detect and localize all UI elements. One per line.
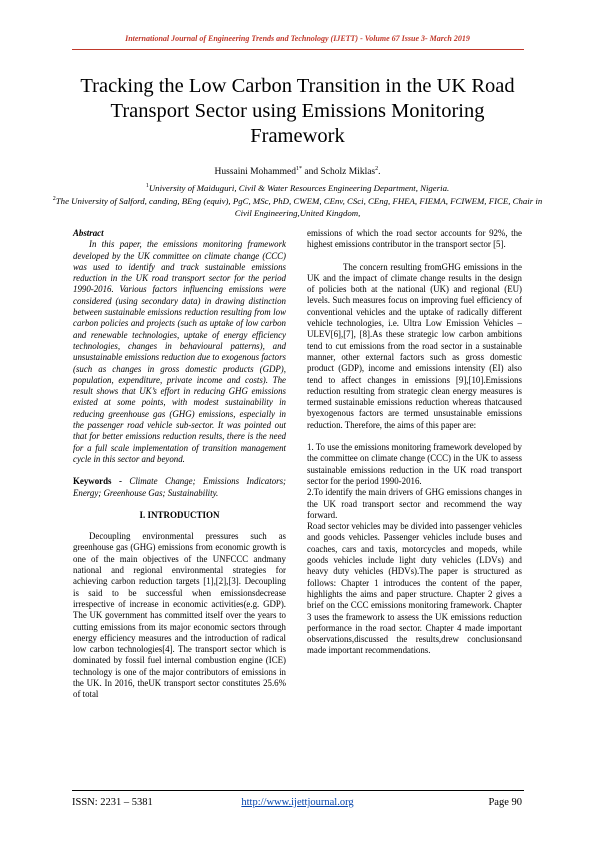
right-column (307, 228, 522, 657)
abstract-heading: Abstract (73, 228, 104, 238)
abstract-body: In this paper, the emissions monitoring framework developed by the UK committee on climate change (CCC) was used to identify and track sustainable emissions reduction in the UK road transport sector for the period 1990-2016. Various factors influencing emissions were considered (using secondary data) in drawing distinction between sustainable emissions reduction resulting from low carbon policies and projects (such as uptake of low carbon and renewable technologies, uptake of energy efficiency technologies, changes in behavioural patterns), and unsustainable emissions reduction due to exogenous factors (such as changes in gross domestic products (GDP), population, expenditure, private income and costs). The result shows that UK’s effort in reducing GHG emissions existed at some points, with modest sustainability in reducing greenhouse gas (GHG) emissions, especially in the passenger road vehicle sub-sector. It was pointed out that for better emissions reduction results, there is the need for a full scale implementation of transition management cycle in this sector and beyond. (73, 239, 286, 464)
section-heading-introduction: I. INTRODUCTION (139, 509, 220, 520)
footer-page-number: Page 90 (488, 797, 522, 808)
footer-journal-link[interactable]: http://www.ijettjournal.org (241, 797, 354, 808)
footer-issn: ISSN: 2231 – 5381 (72, 797, 153, 808)
intro-paragraph-2: The concern resulting fromGHG emissions in the UK and the impact of climate change results in the design of policies both at the national (UK) and regional (EU) levels. Such measures focus on improving fuel efficiency of conventional vehicles and the uptake of radically different vehicle technologies, i.e. Ultra Low Emission Vehicles – ULEV[6],[7], [8].As these strategic low carbon ambitions tend to cut emissions from the road sector in a sustainable manner, other external factors such as gross domestic product (GDP), income and emissions intensity (EI) also tend to affect changes in emissions [9],[10].Emissions reduction resulting from strategic clean energy measures is termed sustainable emissions reduction whereas thatcaused byexogenous factors are termed unsustainable emissions reduction. Therefore, the aims of this paper are: (307, 261, 522, 430)
affiliation-1 (50, 180, 545, 194)
author-1-marker: 1* (296, 166, 303, 172)
author-end: . (378, 167, 381, 178)
affiliation-2-marker: 2 (52, 196, 56, 202)
paper-title: Tracking the Low Carbon Transition in the UK Road Transport Sector using Emissions Monitoring Framework (80, 75, 515, 147)
keywords (73, 476, 286, 499)
journal-header: International Journal of Engineering Trends and Technology (IJETT) - Volume 67 Issue 3- March 2019 (125, 34, 470, 43)
affiliation-1-marker: 1 (145, 183, 149, 189)
affiliation-2 (50, 193, 545, 219)
aim-2: 2.To identify the main drivers of GHG emissions changes in the UK road transport sector and recommend the way forward. (307, 487, 522, 520)
keywords-text: Climate Change; Emissions Indicators; Energy; Greenhouse Gas; Sustainability. (73, 476, 286, 498)
affiliation-1-text: University of Maiduguri, Civil & Water Resources Engineering Department, Nigeria. (148, 182, 450, 193)
keywords-label: Keywords - (73, 476, 130, 487)
affiliation-2-text: The University of Salford, canding, BEng (equiv), PgC, MSc, PhD, CWEM, CEnv, CSci, CEng, FHEA, FIEMA, FCIWEM, FICE, Chair in Civil Engineering,United Kingdom, (55, 195, 543, 218)
author-connector: and (302, 167, 321, 178)
intro-paragraph-3: Road sector vehicles may be divided into passenger vehicles and goods vehicles. Passenger vehicles include buses and coaches, cars and taxis, motorcycles and mopeds, while goods vehicles include light duty vehicles (LDVs) and heavy duty vehicles (HDVs).The paper is structured as follows: Chapter 1 introduces the content of the paper, highlights the aims and paper structure. Chapter 2 gives a brief on the CCC emissions monitoring framework. Chapter 3 uses the framework to assess the UK emissions reduction performance in the road sector. Chapter 4 made important observations,discussed the results,drew conclusionsand made important recommendations. (307, 521, 522, 656)
author-1: Hussaini Mohammed (214, 167, 297, 178)
header-divider (72, 49, 524, 50)
aim-1: 1. To use the emissions monitoring framework developed by the committee on climate change (CCC) in the UK to assess sustainable emissions reduction in the UK road transport sector for the period 1990-2016. (307, 442, 522, 486)
author-2: Scholz Miklas (320, 167, 376, 178)
footer-divider (72, 790, 524, 791)
left-column (73, 228, 286, 701)
intro-paragraph-1-continued: emissions of which the road sector accounts for 92%, the highest emissions contributor in the transport sector [5]. (307, 228, 522, 250)
author-2-marker: 2 (375, 166, 379, 172)
intro-paragraph-1: Decoupling environmental pressures such as greenhouse gas (GHG) emissions from economic growth is one of the main objectives of the UNFCCC andmany national and regional environmental strategies for achieving carbon reduction targets [1],[2],[3]. Decoupling is said to be successful when emissionsdecrease irrespective of increase in economic activities(e.g. GDP). The UK government has committed itself over the years to cutting emissions from its major economic sectors through energy efficiency measures and the introduction of radical low carbon technologies[4]. The transport sector which is dominated by fossil fuel internal combustion engine (ICE) technology is one of the major contributors of emissions in the UK. In 2016, theUK transport sector constitutes 25.6% of total (73, 531, 286, 700)
author-line (0, 166, 595, 177)
